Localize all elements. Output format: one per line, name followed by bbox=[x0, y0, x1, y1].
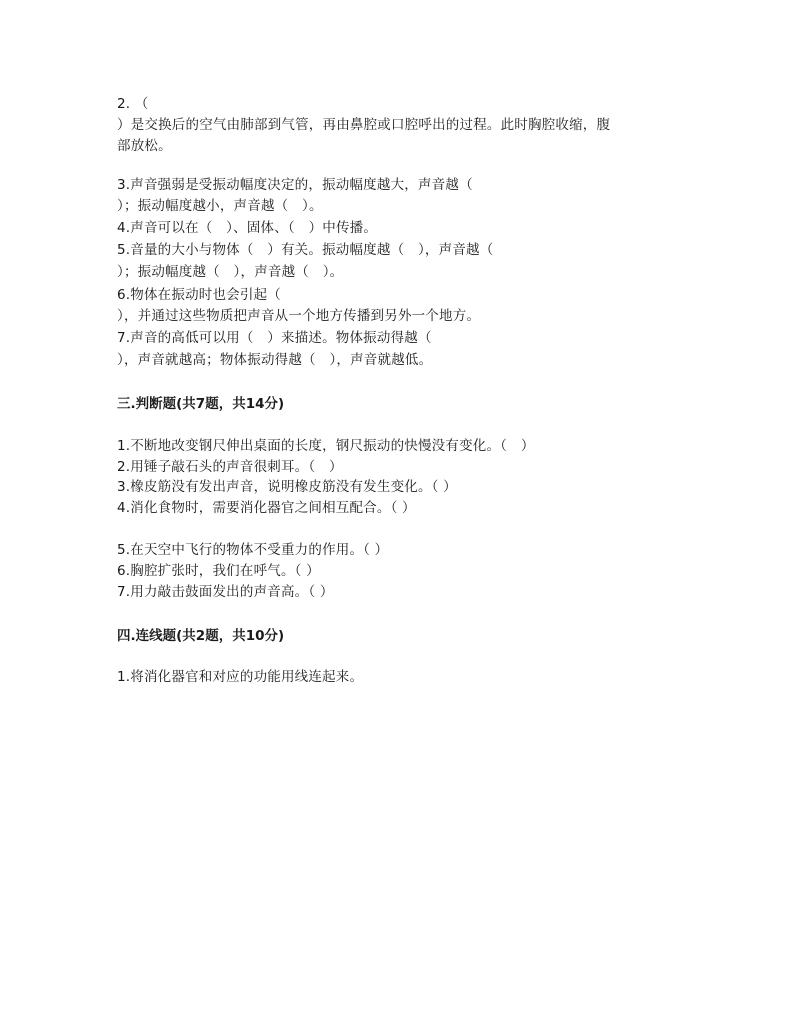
judge-item-7: 7.用力敲击鼓面发出的声音高。（ ） bbox=[117, 584, 334, 600]
q2-line-1: 2. （ bbox=[117, 96, 149, 112]
q7-line-1: 7.声音的高低可以用（ ）来描述。物体振动得越（ bbox=[117, 330, 432, 346]
q3-line-1: 3.声音强弱是受振动幅度决定的，振动幅度越大，声音越（ bbox=[117, 177, 473, 193]
q6-line-2: ），并通过这些物质把声音从一个地方传播到另外一个地方。 bbox=[117, 308, 481, 324]
judge-item-5: 5.在天空中飞行的物体不受重力的作用。（ ） bbox=[117, 542, 389, 558]
judge-item-4: 4.消化食物时，需要消化器官之间相互配合。（ ） bbox=[117, 500, 416, 516]
section3-title: 三.判断题(共7题，共14分) bbox=[117, 396, 285, 412]
match-item-1: 1.将消化器官和对应的功能用线连起来。 bbox=[117, 669, 364, 685]
judge-item-2: 2.用锤子敲石头的声音很刺耳。（ ） bbox=[117, 459, 343, 475]
section4-title: 四.连线题(共2题，共10分) bbox=[117, 628, 285, 644]
judge-item-1: 1.不断地改变钢尺伸出桌面的长度，钢尺振动的快慢没有变化。（ ） bbox=[117, 438, 535, 454]
q5-line-1: 5.音量的大小与物体（ ）有关。振动幅度越（ ），声音越（ bbox=[117, 242, 494, 258]
q2-line-2: ）是交换后的空气由肺部到气管，再由鼻腔或口腔呼出的过程。此时胸腔收缩，腹 bbox=[117, 117, 611, 133]
judge-item-6: 6.胸腔扩张时，我们在呼气。（ ） bbox=[117, 563, 320, 579]
q5-line-2: ）；振动幅度越（ ），声音越（ ）。 bbox=[117, 264, 344, 280]
q6-line-1: 6.物体在振动时也会引起（ bbox=[117, 287, 281, 303]
q2-line-3: 部放松。 bbox=[117, 138, 172, 154]
q3-line-2: ）；振动幅度越小，声音越（ ）。 bbox=[117, 198, 323, 214]
q7-line-2: ），声音就越高；物体振动得越（ ），声音就越低。 bbox=[117, 352, 433, 368]
judge-item-3: 3.橡皮筋没有发出声音，说明橡皮筋没有发生变化。（ ） bbox=[117, 479, 457, 495]
q4-line: 4.声音可以在（ ）、固体、（ ）中传播。 bbox=[117, 220, 378, 236]
